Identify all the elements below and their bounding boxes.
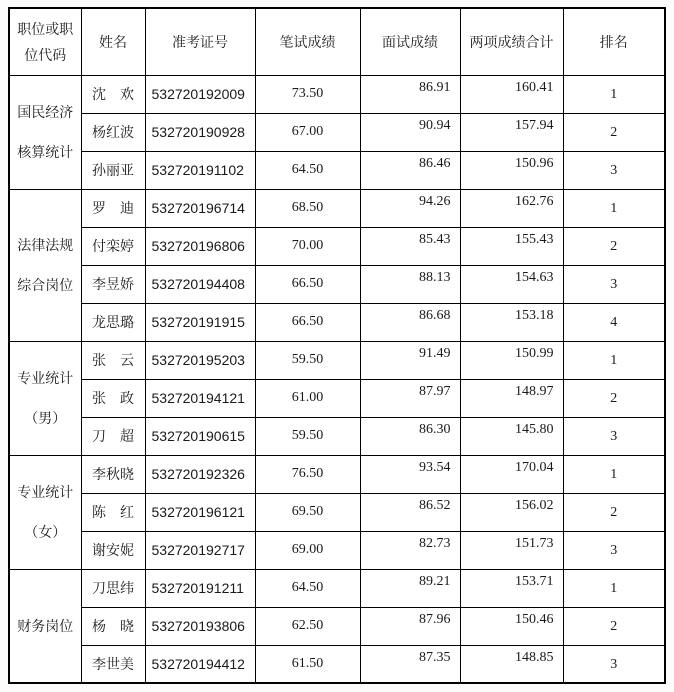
interview-score-cell: 82.73 [360,531,460,569]
table-row [9,417,665,455]
total-score-cell: 155.43 [460,227,563,265]
table-body [9,75,665,683]
total-score-cell: 150.46 [460,607,563,645]
ticket-number-cell: 532720192326 [145,455,255,493]
ticket-number-cell: 532720194412 [145,645,255,683]
total-score-cell: 153.71 [460,569,563,607]
name-cell: 李世美 [81,645,145,683]
written-score-cell: 68.50 [255,189,360,227]
interview-score-cell: 87.96 [360,607,460,645]
table-row [9,189,665,227]
interview-score-cell: 91.49 [360,341,460,379]
position-cell: 国民经济 核算统计 [9,75,81,189]
total-score-cell: 148.85 [460,645,563,683]
interview-score-cell: 85.43 [360,227,460,265]
ticket-number-cell: 532720192009 [145,75,255,113]
total-score-cell: 160.41 [460,75,563,113]
table-row [9,227,665,265]
name-cell: 谢安妮 [81,531,145,569]
total-score-cell: 157.94 [460,113,563,151]
ticket-number-cell: 532720192717 [145,531,255,569]
interview-score-cell: 87.97 [360,379,460,417]
interview-score-cell: 94.26 [360,189,460,227]
table-row [9,531,665,569]
position-cell: 法律法规 综合岗位 [9,189,81,341]
written-score-cell: 61.00 [255,379,360,417]
rank-cell: 3 [563,265,665,303]
table-row [9,379,665,417]
interview-score-cell: 86.46 [360,151,460,189]
interview-score-cell: 86.68 [360,303,460,341]
written-score-cell: 61.50 [255,645,360,683]
rank-cell: 1 [563,455,665,493]
total-score-cell: 162.76 [460,189,563,227]
rank-cell: 1 [563,569,665,607]
written-score-cell: 67.00 [255,113,360,151]
total-score-cell: 151.73 [460,531,563,569]
ticket-number-cell: 532720190615 [145,417,255,455]
table-row [9,303,665,341]
column-header: 面试成绩 [360,8,460,75]
name-cell: 沈 欢 [81,75,145,113]
total-score-cell: 156.02 [460,493,563,531]
total-score-cell: 145.80 [460,417,563,455]
rank-cell: 1 [563,75,665,113]
written-score-cell: 73.50 [255,75,360,113]
ticket-number-cell: 532720191915 [145,303,255,341]
ticket-number-cell: 532720194408 [145,265,255,303]
total-score-cell: 170.04 [460,455,563,493]
name-cell: 刀思纬 [81,569,145,607]
interview-score-cell: 86.91 [360,75,460,113]
name-cell: 罗 迪 [81,189,145,227]
name-cell: 刀 超 [81,417,145,455]
name-cell: 龙思璐 [81,303,145,341]
table-row [9,455,665,493]
ticket-number-cell: 532720193806 [145,607,255,645]
column-header: 排名 [563,8,665,75]
column-header: 两项成绩合计 [460,8,563,75]
table-row [9,75,665,113]
position-cell: 专业统计 （男） [9,341,81,455]
table-row [9,151,665,189]
ticket-number-cell: 532720191211 [145,569,255,607]
name-cell: 付栾婷 [81,227,145,265]
header-row [9,8,665,75]
written-score-cell: 66.50 [255,303,360,341]
total-score-cell: 150.96 [460,151,563,189]
written-score-cell: 69.50 [255,493,360,531]
table-row [9,569,665,607]
written-score-cell: 64.50 [255,151,360,189]
column-header: 准考证号 [145,8,255,75]
total-score-cell: 153.18 [460,303,563,341]
ticket-number-cell: 532720190928 [145,113,255,151]
rank-cell: 4 [563,303,665,341]
table-row [9,607,665,645]
ticket-number-cell: 532720196121 [145,493,255,531]
written-score-cell: 59.50 [255,341,360,379]
ticket-number-cell: 532720194121 [145,379,255,417]
table-row [9,341,665,379]
interview-score-cell: 87.35 [360,645,460,683]
rank-cell: 3 [563,645,665,683]
column-header: 笔试成绩 [255,8,360,75]
table-row [9,113,665,151]
exam-score-table [8,7,666,684]
rank-cell: 2 [563,493,665,531]
ticket-number-cell: 532720195203 [145,341,255,379]
rank-cell: 2 [563,379,665,417]
interview-score-cell: 93.54 [360,455,460,493]
table-row [9,493,665,531]
name-cell: 张 云 [81,341,145,379]
position-cell: 专业统计 （女） [9,455,81,569]
name-cell: 陈 红 [81,493,145,531]
ticket-number-cell: 532720196806 [145,227,255,265]
total-score-cell: 150.99 [460,341,563,379]
ticket-number-cell: 532720196714 [145,189,255,227]
table-header [9,8,665,75]
rank-cell: 3 [563,417,665,455]
interview-score-cell: 89.21 [360,569,460,607]
name-cell: 杨 晓 [81,607,145,645]
interview-score-cell: 90.94 [360,113,460,151]
table-row [9,265,665,303]
interview-score-cell: 88.13 [360,265,460,303]
position-cell: 财务岗位 [9,569,81,683]
written-score-cell: 64.50 [255,569,360,607]
written-score-cell: 70.00 [255,227,360,265]
total-score-cell: 154.63 [460,265,563,303]
written-score-cell: 69.00 [255,531,360,569]
name-cell: 李秋晓 [81,455,145,493]
rank-cell: 1 [563,189,665,227]
rank-cell: 3 [563,151,665,189]
rank-cell: 3 [563,531,665,569]
interview-score-cell: 86.30 [360,417,460,455]
rank-cell: 2 [563,607,665,645]
rank-cell: 2 [563,227,665,265]
written-score-cell: 62.50 [255,607,360,645]
name-cell: 杨红波 [81,113,145,151]
name-cell: 孙丽亚 [81,151,145,189]
name-cell: 张 政 [81,379,145,417]
rank-cell: 1 [563,341,665,379]
column-header: 姓名 [81,8,145,75]
column-header: 职位或职 位代码 [9,8,81,75]
rank-cell: 2 [563,113,665,151]
written-score-cell: 76.50 [255,455,360,493]
interview-score-cell: 86.52 [360,493,460,531]
name-cell: 李昱娇 [81,265,145,303]
ticket-number-cell: 532720191102 [145,151,255,189]
total-score-cell: 148.97 [460,379,563,417]
table-row [9,645,665,683]
written-score-cell: 59.50 [255,417,360,455]
written-score-cell: 66.50 [255,265,360,303]
